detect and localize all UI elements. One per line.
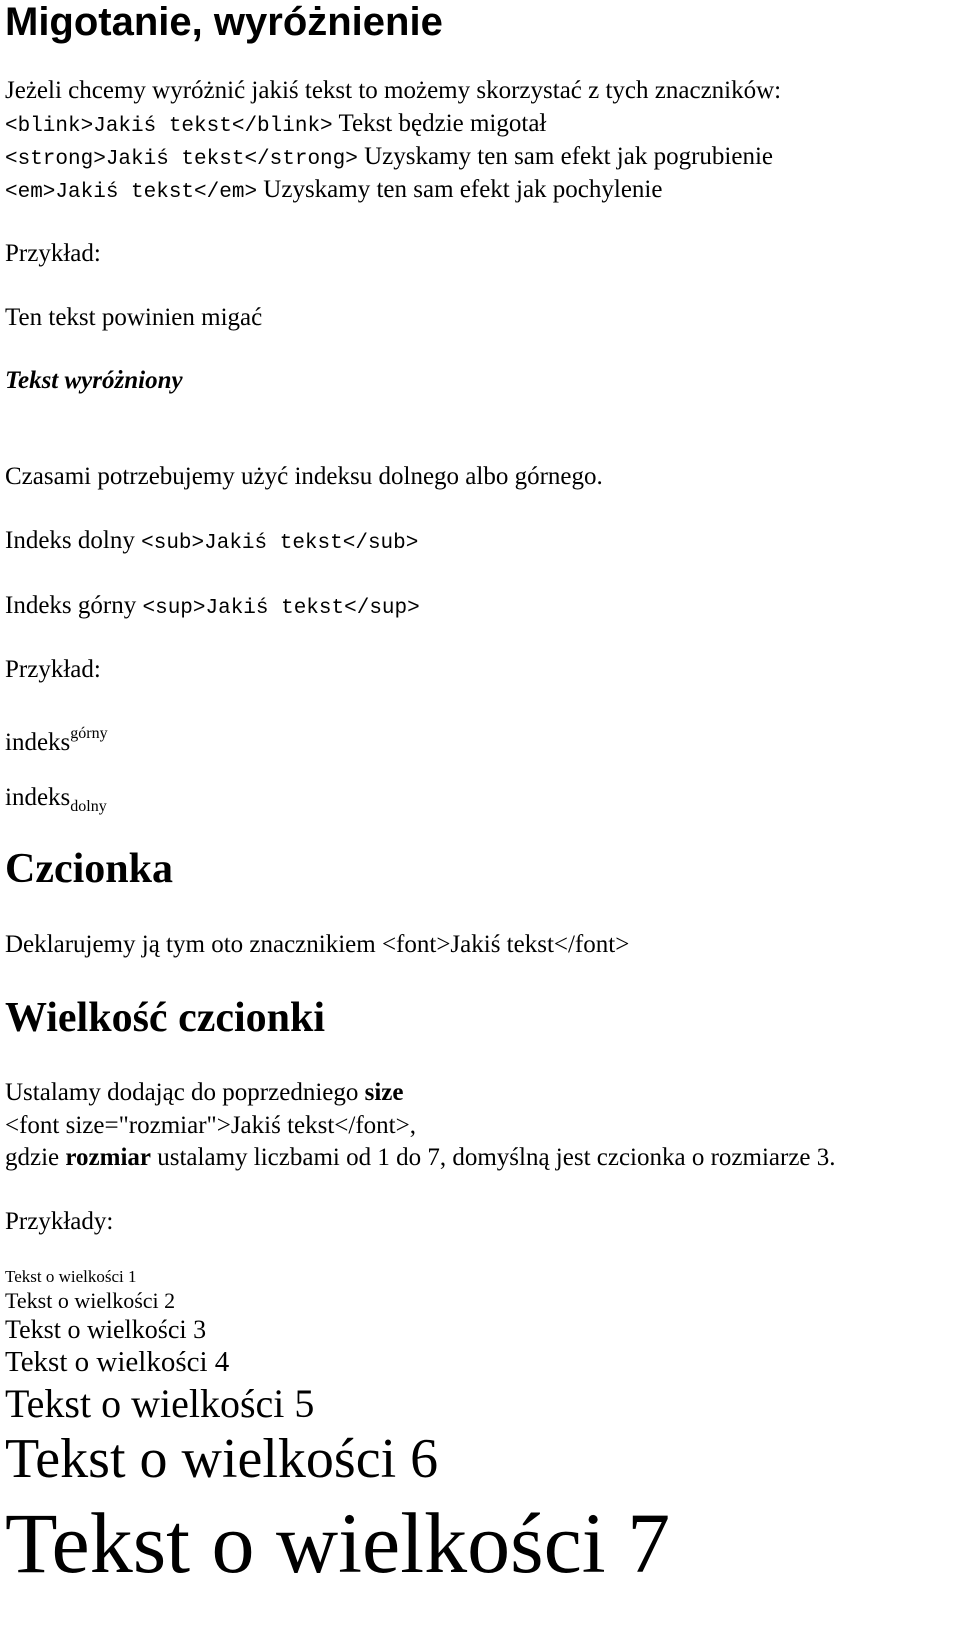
sup-code: <sup>Jakiś tekst</sup> — [142, 597, 420, 620]
size-example-1: Tekst o wielkości 1 — [5, 1267, 137, 1286]
sup-example — [5, 718, 108, 759]
tag-blink-desc: Tekst będzie migotał — [332, 110, 547, 137]
size-heading: Wielkość czcionki — [5, 995, 326, 1041]
tag-strong-code: <strong>Jakiś tekst</strong> — [5, 148, 358, 171]
sub-example-base: indeks — [5, 784, 71, 811]
size-example-4: Tekst o wielkości 4 — [5, 1346, 230, 1378]
size-example-7: Tekst o wielkości 7 — [5, 1495, 671, 1591]
font-description: Deklarujemy ją tym oto znacznikiem <font>Jakiś tekst</font> — [5, 931, 630, 958]
size-example-3: Tekst o wielkości 3 — [5, 1315, 207, 1344]
em-example: Tekst wyróżniony — [5, 367, 183, 394]
size-example-2: Tekst o wielkości 2 — [5, 1288, 176, 1313]
size-example-6: Tekst o wielkości 6 — [5, 1428, 439, 1490]
tag-strong-line — [5, 141, 773, 176]
size-desc-keyword: size — [364, 1079, 404, 1106]
sup-description — [5, 590, 420, 625]
tag-em-code: <em>Jakiś tekst</em> — [5, 181, 258, 204]
tag-em-line — [5, 174, 662, 209]
page-title: Migotanie, wyróżnienie — [5, 0, 443, 44]
sub-label: Indeks dolny — [5, 527, 142, 554]
font-heading: Czcionka — [5, 846, 173, 892]
sub-code: <sub>Jakiś tekst</sub> — [141, 532, 419, 555]
size-desc-3b: rozmiar — [65, 1144, 151, 1171]
examples-label: Przykłady: — [5, 1208, 114, 1235]
sup-label: Indeks górny — [5, 592, 143, 619]
sub-example-sub: dolny — [70, 798, 107, 815]
sup-example-sup: górny — [70, 725, 108, 742]
tag-blink-code: <blink>Jakiś tekst</blink> — [5, 115, 333, 138]
tag-em-desc: Uzyskamy ten sam efekt jak pochylenie — [257, 176, 663, 203]
size-desc-line-2: <font size="rozmiar">Jakiś tekst</font>, — [5, 1112, 416, 1139]
blink-example: Ten tekst powinien migać — [5, 304, 263, 331]
example-label-2: Przykład: — [5, 656, 101, 683]
intro-text: Jeżeli chcemy wyróżnić jakiś tekst to możemy skorzystać z tych znaczników: — [5, 77, 782, 104]
tag-blink-line — [5, 108, 546, 143]
size-desc-3a: gdzie — [5, 1144, 66, 1171]
size-desc-line-1 — [5, 1077, 403, 1109]
size-example-5: Tekst o wielkości 5 — [5, 1381, 315, 1426]
sub-description — [5, 525, 418, 560]
size-desc-line-3 — [5, 1142, 836, 1174]
size-desc-3c: ustalamy liczbami od 1 do 7, domyślną jest czcionka o rozmiarze 3. — [151, 1144, 836, 1171]
sub-example — [5, 782, 107, 823]
example-label: Przykład: — [5, 240, 101, 267]
tag-strong-desc: Uzyskamy ten sam efekt jak pogrubienie — [357, 143, 774, 170]
index-intro: Czasami potrzebujemy użyć indeksu dolnego albo górnego. — [5, 463, 603, 490]
sup-example-base: indeks — [5, 729, 71, 756]
size-desc-1a: Ustalamy dodając do poprzedniego — [5, 1079, 365, 1106]
